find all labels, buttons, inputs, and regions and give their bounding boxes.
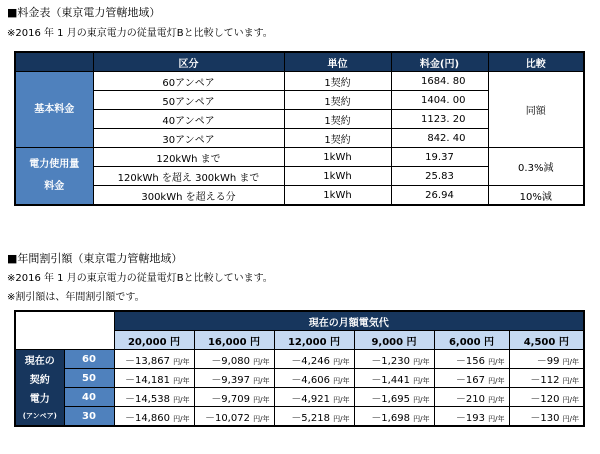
price-cell: 26.94: [391, 186, 488, 206]
amp-cell: 60: [64, 350, 114, 369]
value-cell: [274, 350, 354, 369]
value-cell: [274, 388, 354, 407]
kubun-cell: 300kWh を超える分: [93, 186, 284, 206]
kubun-cell: 50アンペア: [93, 91, 284, 110]
value-cell: [194, 369, 274, 388]
value-cell: [114, 407, 194, 427]
value-number: －9,709: [211, 393, 250, 405]
unit-label: 円/年: [562, 376, 580, 385]
value-number: －112: [530, 374, 560, 386]
value-cell: [509, 388, 584, 407]
column-header: 9,000 円: [354, 331, 434, 350]
usage-fee-label-line1: 電力使用量: [29, 159, 80, 170]
column-header: 20,000 円: [114, 331, 194, 350]
price-cell: 1684. 80: [391, 72, 488, 91]
unit-label: 円/年: [413, 376, 430, 385]
amp-cell: 50: [64, 369, 114, 388]
unit-cell: 1契約: [284, 72, 391, 91]
price-table: [14, 51, 585, 206]
unit-label: 円/年: [488, 395, 505, 404]
value-number: －5,218: [291, 412, 330, 424]
unit-label: 円/年: [488, 357, 505, 366]
value-cell: [509, 369, 584, 388]
value-cell: [354, 350, 434, 369]
unit-label: 円/年: [253, 395, 270, 404]
side-label: 電力: [15, 388, 64, 407]
value-cell: [434, 388, 509, 407]
table-row: [15, 186, 584, 206]
basic-compare-cell: 同額: [488, 72, 584, 148]
basic-fee-label: 基本料金: [15, 72, 93, 148]
unit-label: 円/年: [562, 414, 580, 423]
table-row: [15, 388, 584, 407]
unit-label: 円/年: [253, 357, 270, 366]
value-number: －4,606: [291, 374, 330, 386]
header-kubun: 区分: [93, 52, 284, 72]
value-number: －99: [536, 355, 560, 367]
value-number: －14,860: [124, 412, 170, 424]
value-number: －14,538: [124, 393, 170, 405]
side-label: 契約: [15, 369, 64, 388]
price-table-title: ■料金表（東京電力管轄地域）: [7, 6, 161, 19]
usage-fee-label-line2: 料金: [44, 181, 65, 192]
value-cell: [194, 388, 274, 407]
value-number: －156: [455, 355, 485, 367]
usage-fee-label: [15, 148, 93, 206]
unit-label: 円/年: [562, 357, 580, 366]
price-cell: 1123. 20: [391, 110, 488, 129]
value-number: －210: [455, 393, 485, 405]
value-number: －9,397: [211, 374, 250, 386]
header-corner-cell: [15, 311, 114, 350]
value-number: －1,230: [371, 355, 410, 367]
column-header: 4,500 円: [509, 331, 584, 350]
value-cell: [354, 388, 434, 407]
kubun-cell: 40アンペア: [93, 110, 284, 129]
unit-label: 円/年: [562, 395, 580, 404]
value-number: －4,246: [291, 355, 330, 367]
unit-label: 円/年: [413, 414, 430, 423]
amp-cell: 30: [64, 407, 114, 427]
kubun-cell: 60アンペア: [93, 72, 284, 91]
unit-label: 円/年: [173, 376, 190, 385]
discount-table-note-1: ※2016 年 1 月の東京電力の従量電灯Bと比較しています。: [7, 273, 273, 284]
unit-label: 円/年: [333, 395, 350, 404]
header-unit: 単位: [284, 52, 391, 72]
table-row: [15, 148, 584, 167]
value-cell: [274, 407, 354, 427]
value-number: －130: [530, 412, 560, 424]
unit-label: 円/年: [333, 357, 350, 366]
unit-label: 円/年: [333, 376, 350, 385]
kubun-cell: 120kWh を超え 300kWh まで: [93, 167, 284, 186]
value-number: －13,867: [124, 355, 170, 367]
value-cell: [114, 388, 194, 407]
price-table-note: ※2016 年 1 月の東京電力の従量電灯Bと比較しています。: [7, 28, 273, 39]
value-number: －1,695: [371, 393, 410, 405]
unit-label: 円/年: [488, 414, 505, 423]
usage-compare-cell: 0.3%減: [488, 148, 584, 186]
current-monthly-bill-header: 現在の月額電気代: [114, 311, 584, 331]
table-row: [15, 72, 584, 91]
kubun-cell: 120kWh まで: [93, 148, 284, 167]
table-row: [15, 369, 584, 388]
price-table-header: [15, 52, 584, 72]
unit-cell: 1契約: [284, 129, 391, 148]
unit-label: 円/年: [333, 414, 350, 423]
value-cell: [434, 407, 509, 427]
unit-label: 円/年: [413, 395, 430, 404]
discount-table-note-2: ※割引額は、年間割引額です。: [7, 292, 145, 303]
discount-table-title: ■年間割引額（東京電力管轄地域）: [7, 252, 183, 265]
table-row: [15, 407, 584, 427]
value-number: －10,072: [204, 412, 250, 424]
header-compare: 比較: [488, 52, 584, 72]
discount-table: [14, 310, 585, 427]
price-cell: 19.37: [391, 148, 488, 167]
unit-label: 円/年: [488, 376, 505, 385]
value-cell: [194, 350, 274, 369]
value-cell: [354, 407, 434, 427]
unit-cell: 1kWh: [284, 186, 391, 206]
value-number: －4,921: [291, 393, 330, 405]
value-cell: [509, 407, 584, 427]
unit-cell: 1契約: [284, 91, 391, 110]
value-cell: [274, 369, 354, 388]
discount-table-header: [15, 311, 584, 331]
price-cell: 842. 40: [391, 129, 488, 148]
unit-label: 円/年: [173, 414, 190, 423]
amp-cell: 40: [64, 388, 114, 407]
side-label: 現在の: [15, 350, 64, 369]
price-cell: 1404. 00: [391, 91, 488, 110]
value-cell: [354, 369, 434, 388]
unit-cell: 1kWh: [284, 148, 391, 167]
unit-label: 円/年: [413, 357, 430, 366]
column-header: 16,000 円: [194, 331, 274, 350]
value-number: －1,441: [371, 374, 410, 386]
value-number: －120: [530, 393, 560, 405]
value-cell: [194, 407, 274, 427]
unit-cell: 1契約: [284, 110, 391, 129]
value-number: －167: [455, 374, 485, 386]
price-cell: 25.83: [391, 167, 488, 186]
value-cell: [434, 350, 509, 369]
value-number: －14,181: [124, 374, 170, 386]
unit-label: 円/年: [173, 357, 190, 366]
value-cell: [434, 369, 509, 388]
kubun-cell: 30アンペア: [93, 129, 284, 148]
header-price: 料金(円): [391, 52, 488, 72]
header-blank-cell: [15, 52, 93, 72]
value-number: －1,698: [371, 412, 410, 424]
side-label: (アンペア): [15, 407, 64, 427]
column-header: 6,000 円: [434, 331, 509, 350]
unit-cell: 1kWh: [284, 167, 391, 186]
unit-label: 円/年: [253, 414, 270, 423]
unit-label: 円/年: [173, 395, 190, 404]
value-number: －9,080: [211, 355, 250, 367]
table-row: [15, 350, 584, 369]
value-cell: [509, 350, 584, 369]
column-header: 12,000 円: [274, 331, 354, 350]
value-number: －193: [455, 412, 485, 424]
value-cell: [114, 369, 194, 388]
usage-compare-cell: 10%減: [488, 186, 584, 206]
value-cell: [114, 350, 194, 369]
unit-label: 円/年: [253, 376, 270, 385]
